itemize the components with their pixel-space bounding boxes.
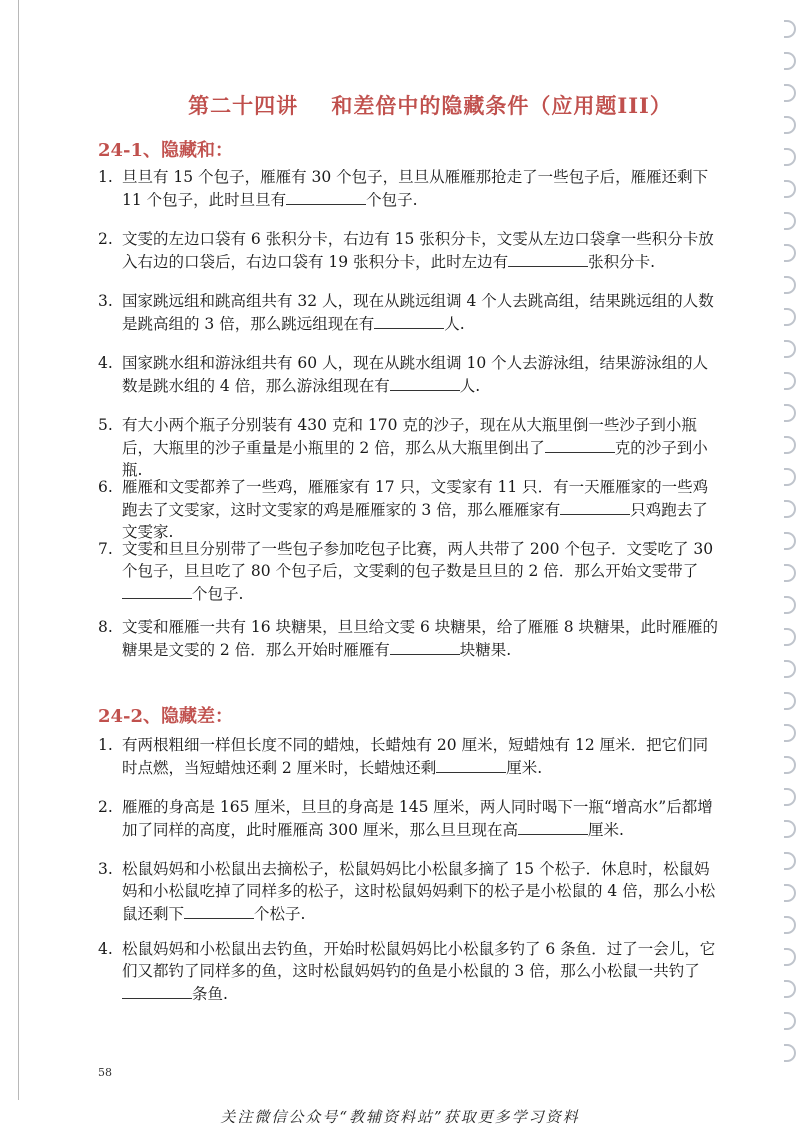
binding-ring — [784, 180, 796, 198]
problem-text-end: 个松子. — [254, 905, 306, 923]
problem-text-end: 个包子. — [192, 585, 244, 603]
problem-text: 文雯和旦旦分别带了一些包子参加吃包子比赛，两人共带了 200 个包子．文雯吃了 30 个包子，旦旦吃了 80 个包子后，文雯剩的包子数是旦旦的 2 倍．那么开始文雯带了 — [122, 540, 714, 580]
problem-number: 1. — [98, 168, 113, 186]
problem-text-end: 块糖果. — [459, 641, 512, 659]
problem-text-end: 张积分卡. — [588, 253, 656, 271]
problem-text: 松鼠妈妈和小松鼠出去钓鱼，开始时松鼠妈妈比小松鼠多钓了 6 条鱼．过了一会儿，它们又都钓了同样多的鱼，这时松鼠妈妈钓的鱼是小松鼠的 3 倍，那么小松鼠一共钓了 — [122, 940, 716, 980]
problem-24-2-4 — [98, 938, 723, 1005]
binding-ring — [784, 884, 796, 902]
problem-number: 7. — [98, 540, 113, 558]
problem-24-1-7 — [98, 538, 723, 605]
binding-ring — [784, 276, 796, 294]
problem-text: 文雯的左边口袋有 6 张积分卡，右边有 15 张积分卡，文雯从左边口袋拿一些积分卡放入右边的口袋后，右边口袋有 19 张积分卡，此时左边有 — [122, 230, 714, 271]
binding-ring — [784, 212, 796, 230]
problem-text: 有大小两个瓶子分别装有 430 克和 170 克的沙子，现在从大瓶里倒一些沙子到小瓶后，大瓶里的沙子重量是小瓶里的 2 倍，那么从大瓶里倒出了 — [122, 416, 697, 457]
answer-blank[interactable] — [122, 582, 192, 599]
problem-24-1-6 — [98, 476, 723, 543]
binding-ring — [784, 1044, 796, 1062]
binding-ring — [784, 820, 796, 838]
problem-number: 3. — [98, 292, 113, 310]
problem-text: 国家跳水组和游泳组共有 60 人，现在从跳水组调 10 个人去游泳组，结果游泳组的人数是跳水组的 4 倍，那么游泳组现在有 — [122, 354, 709, 395]
problem-number: 6. — [98, 478, 113, 496]
problem-text-end: 厘米. — [506, 759, 543, 777]
binding-ring — [784, 340, 796, 358]
binding-ring — [784, 52, 796, 70]
binding-ring — [784, 852, 796, 870]
problem-text-end: 个包子. — [366, 191, 418, 209]
problem-text-end: 只鸡跑去了文雯家. — [122, 501, 708, 541]
binding-ring — [784, 1012, 796, 1030]
problem-24-2-3 — [98, 858, 723, 925]
binding-ring — [784, 692, 796, 710]
problem-24-1-5 — [98, 414, 723, 481]
page-title: 第二十四讲 和差倍中的隐藏条件（应用题III） — [188, 93, 672, 118]
answer-blank[interactable] — [518, 818, 588, 835]
problem-text: 松鼠妈妈和小松鼠出去摘松子，松鼠妈妈比小松鼠多摘了 15 个松子．休息时，松鼠妈妈和小松鼠吃掉了同样多的松子，这时松鼠妈妈剩下的松子是小松鼠的 4 倍，那么小松鼠还剩下 — [122, 860, 716, 923]
problem-text: 雁雁和文雯都养了一些鸡，雁雁家有 17 只，文雯家有 11 只．有一天雁雁家的一些鸡跑去了文雯家，这时文雯家的鸡是雁雁家的 3 倍，那么雁雁家有 — [122, 478, 709, 519]
binding-ring — [784, 628, 796, 646]
problem-text: 旦旦有 15 个包子，雁雁有 30 个包子，旦旦从雁雁那抢走了一些包子后，雁雁还剩下 11 个包子，此时旦旦有 — [122, 168, 709, 209]
answer-blank[interactable] — [390, 638, 460, 655]
binding-ring — [784, 980, 796, 998]
binding-ring — [784, 564, 796, 582]
binding-ring — [784, 596, 796, 614]
answer-blank[interactable] — [560, 498, 630, 515]
problem-24-2-2 — [98, 796, 723, 841]
problem-24-1-8 — [98, 616, 723, 661]
footer-note: 关注微信公众号“教辅资料站”获取更多学习资料 — [220, 1108, 580, 1126]
problem-text-end: 人. — [459, 377, 481, 395]
binding-ring — [784, 500, 796, 518]
problem-text: 有两根粗细一样但长度不同的蜡烛，长蜡烛有 20 厘米，短蜡烛有 12 厘米．把它们同时点燃，当短蜡烛还剩 2 厘米时，长蜡烛还剩 — [122, 736, 709, 777]
spiral-binding — [780, 20, 796, 1080]
problem-number: 5. — [98, 416, 113, 434]
problem-24-2-1 — [98, 734, 723, 779]
problem-24-1-3 — [98, 290, 723, 335]
binding-ring — [784, 948, 796, 966]
binding-ring — [784, 404, 796, 422]
binding-ring — [784, 20, 796, 38]
problem-number: 3. — [98, 860, 113, 878]
answer-blank[interactable] — [286, 188, 366, 205]
problem-24-1-1 — [98, 166, 723, 211]
section-heading-hidden-difference: 24-2、隐藏差： — [98, 706, 234, 727]
page-number: 58 — [98, 1066, 112, 1079]
binding-ring — [784, 436, 796, 454]
problem-number: 8. — [98, 618, 113, 636]
answer-blank[interactable] — [436, 756, 506, 773]
problem-number: 2. — [98, 230, 113, 248]
binding-ring — [784, 468, 796, 486]
answer-blank[interactable] — [545, 436, 615, 453]
problem-24-1-4 — [98, 352, 723, 397]
binding-ring — [784, 756, 796, 774]
binding-ring — [784, 148, 796, 166]
binding-ring — [784, 788, 796, 806]
problem-text-end: 人. — [444, 315, 465, 333]
binding-ring — [784, 532, 796, 550]
problem-number: 1. — [98, 736, 113, 754]
answer-blank[interactable] — [184, 902, 254, 919]
problem-text: 文雯和雁雁一共有 16 块糖果，旦旦给文雯 6 块糖果，给了雁雁 8 块糖果，此时雁雁的糖果是文雯的 2 倍．那么开始时雁雁有 — [122, 618, 719, 659]
problem-text-end: 条鱼. — [192, 985, 228, 1003]
binding-ring — [784, 372, 796, 390]
section-heading-hidden-sum: 24-1、隐藏和： — [98, 140, 234, 161]
problem-text-end: 厘米. — [587, 821, 624, 839]
problem-text: 国家跳远组和跳高组共有 32 人，现在从跳远组调 4 个人去跳高组，结果跳远组的人数是跳高组的 3 倍，那么跳远组现在有 — [122, 292, 714, 333]
binding-ring — [784, 916, 796, 934]
problem-number: 4. — [98, 940, 113, 958]
page-left-edge — [18, 0, 19, 1100]
answer-blank[interactable] — [390, 374, 460, 391]
problem-number: 2. — [98, 798, 113, 816]
problem-text-end: 克的沙子到小瓶. — [122, 439, 708, 479]
binding-ring — [784, 660, 796, 678]
problem-text: 雁雁的身高是 165 厘米，旦旦的身高是 145 厘米，两人同时喝下一瓶“增高水”后都增加了同样的高度，此时雁雁高 300 厘米，那么旦旦现在高 — [122, 798, 713, 839]
answer-blank[interactable] — [122, 982, 192, 999]
binding-ring — [784, 308, 796, 326]
problem-number: 4. — [98, 354, 113, 372]
problem-24-1-2 — [98, 228, 723, 273]
answer-blank[interactable] — [374, 312, 444, 329]
binding-ring — [784, 724, 796, 742]
answer-blank[interactable] — [508, 250, 588, 267]
binding-ring — [784, 244, 796, 262]
